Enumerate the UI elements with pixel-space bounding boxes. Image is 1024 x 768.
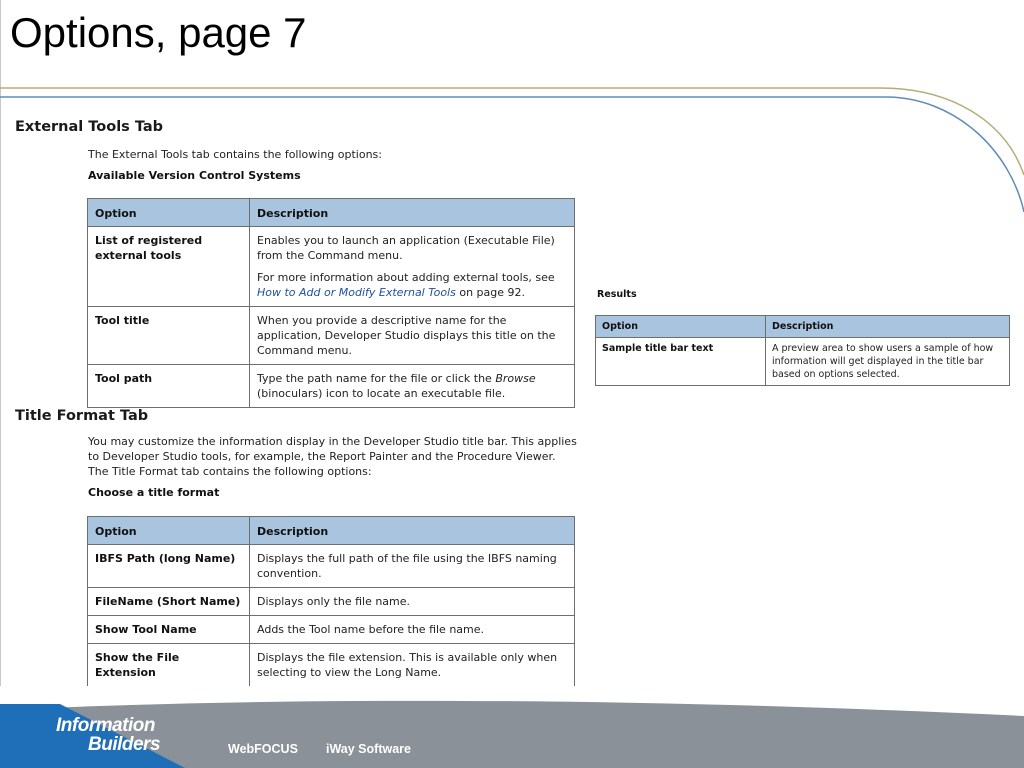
- column-header-option: Option: [88, 199, 250, 227]
- logo-text-line-1: Information: [56, 715, 155, 736]
- cross-reference-link[interactable]: How to Add or Modify External Tools: [257, 286, 456, 299]
- table-header-row: [596, 316, 1010, 338]
- section-heading-external-tools: External Tools Tab: [15, 119, 164, 135]
- option-cell: Tool title: [88, 307, 250, 365]
- description-text: (binoculars) icon to locate an executable file.: [257, 387, 506, 400]
- table-row: [88, 588, 575, 616]
- table-header-row: [88, 517, 575, 545]
- description-text-after-link: on page 92.: [455, 286, 526, 299]
- table-row: [88, 365, 575, 408]
- description-cell: [250, 365, 575, 408]
- footer-link-webfocus[interactable]: WebFOCUS: [228, 742, 298, 756]
- option-cell: IBFS Path (long Name): [88, 545, 250, 588]
- option-cell: Tool path: [88, 365, 250, 408]
- results-table: [595, 315, 1010, 386]
- table-row: [88, 616, 575, 644]
- column-header-description: Description: [250, 199, 575, 227]
- slide-title: Options, page 7: [10, 9, 307, 56]
- description-cell: When you provide a descriptive name for the application, Developer Studio displays this title on the Command menu.: [250, 307, 575, 365]
- description-italic-text: Browse: [495, 372, 536, 385]
- description-cell: Displays the full path of the file using the IBFS naming convention.: [250, 545, 575, 588]
- option-cell: Show Tool Name: [88, 616, 250, 644]
- description-cell: [250, 227, 575, 307]
- table-row: [88, 545, 575, 588]
- option-cell: Sample title bar text: [596, 338, 766, 386]
- description-cell: A preview area to show users a sample of how information will get displayed in the title bar based on options selected.: [766, 338, 1010, 386]
- external-tools-intro: The External Tools tab contains the following options:: [88, 148, 382, 161]
- description-cell: Displays only the file name.: [250, 588, 575, 616]
- table-row: [88, 644, 575, 687]
- title-format-intro: You may customize the information display in the Developer Studio title bar. This applies to Developer Studio tools, for example, the Report Painter and the Procedure Viewer. The Title Format tab contains the following options:: [88, 435, 577, 478]
- column-header-option: Option: [596, 316, 766, 338]
- column-header-option: Option: [88, 517, 250, 545]
- column-header-description: Description: [250, 517, 575, 545]
- footer-link-iway-software[interactable]: iWay Software: [326, 742, 411, 756]
- title-format-subheading: Choose a title format: [88, 486, 220, 499]
- information-builders-logo: [56, 716, 166, 754]
- description-cell: Adds the Tool name before the file name.: [250, 616, 575, 644]
- description-text: Enables you to launch an application (Executable File) from the Command menu.: [257, 234, 555, 262]
- external-tools-table: [87, 198, 575, 408]
- option-cell: Show the File Extension: [88, 644, 250, 687]
- external-tools-subheading: Available Version Control Systems: [88, 169, 301, 182]
- title-format-table: [87, 516, 575, 687]
- logo-text-line-2: Builders: [88, 734, 161, 755]
- description-text: Type the path name for the file or click the: [257, 372, 496, 385]
- description-cell: Displays the file extension. This is available only when selecting to view the Long Name.: [250, 644, 575, 687]
- option-cell: List of registered external tools: [88, 227, 250, 307]
- table-row: [88, 307, 575, 365]
- description-text: [257, 270, 567, 300]
- table-row: [596, 338, 1010, 386]
- column-header-description: Description: [766, 316, 1010, 338]
- results-label: Results: [597, 289, 637, 300]
- table-header-row: [88, 199, 575, 227]
- table-row: [88, 227, 575, 307]
- section-heading-title-format: Title Format Tab: [15, 408, 149, 424]
- description-text-before-link: For more information about adding external tools, see: [257, 271, 555, 284]
- option-cell: FileName (Short Name): [88, 588, 250, 616]
